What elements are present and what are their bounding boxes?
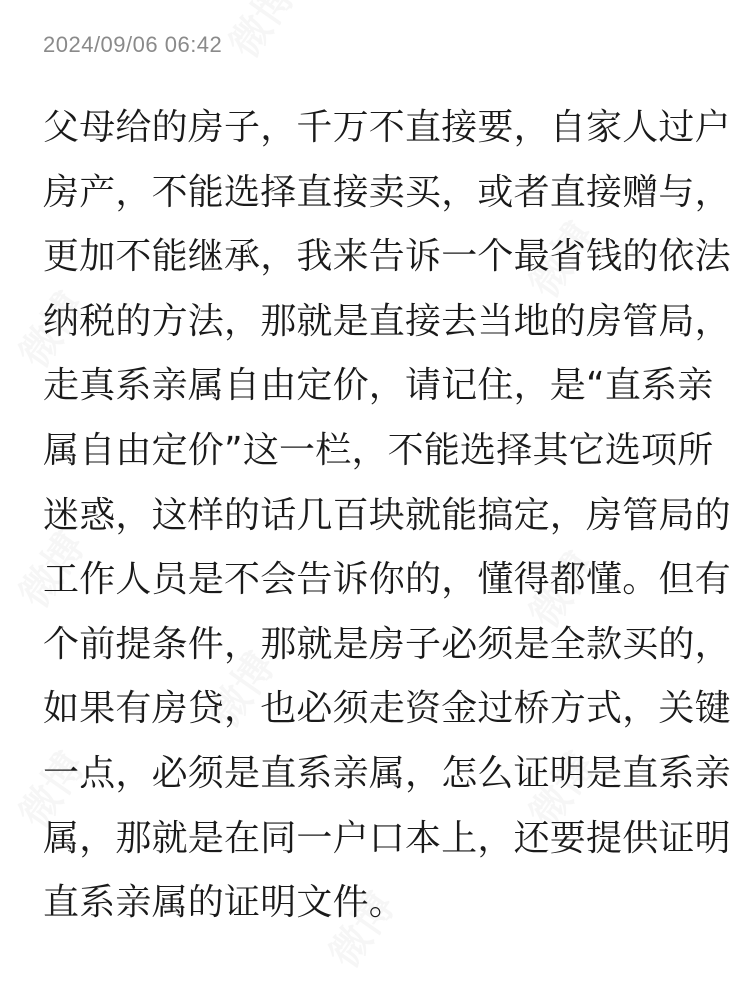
post-text-line: 纳税的方法，那就是直接去当地的房管局， bbox=[43, 300, 731, 342]
watermark-logo bbox=[214, 0, 307, 68]
post-text-line: 走真系亲属自由定价，请记住，是“直系亲 bbox=[43, 365, 714, 407]
post-text-line: 房产，不能选择直接卖买，或者直接赠与， bbox=[43, 171, 731, 213]
post-text-line: 个前提条件，那就是房子必须是全款买的， bbox=[43, 623, 731, 665]
post-text-line: 工作人员是不会告诉你的，懂得都懂。但有 bbox=[43, 559, 731, 601]
post-text-line: 父母给的房子，千万不直接要，自家人过户 bbox=[43, 107, 731, 148]
post-text-line: 直系亲属的证明文件。 bbox=[43, 882, 406, 924]
post-text-line: 属，那就是在同一户口本上，还要提供证明 bbox=[43, 817, 731, 859]
post-body-text[interactable] bbox=[43, 96, 731, 936]
post-text-line: 属自由定价”这一栏，不能选择其它选项所 bbox=[43, 429, 714, 471]
post-timestamp: 2024/09/06 06:42 bbox=[43, 32, 223, 57]
post-text-line: 更加不能继承，我来告诉一个最省钱的依法 bbox=[43, 236, 731, 278]
post-text-line: 迷惑，这样的话几百块就能搞定，房管局的 bbox=[43, 494, 731, 536]
post-text-line: 如果有房贷，也必须走资金过桥方式，关键 bbox=[43, 688, 731, 730]
post-text-line: 一点，必须是直系亲属，怎么证明是直系亲 bbox=[43, 752, 731, 794]
